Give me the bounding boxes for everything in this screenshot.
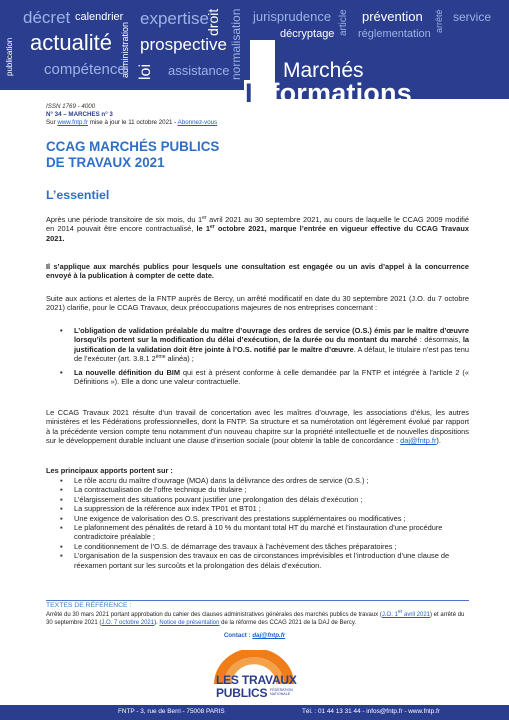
references-text <box>46 609 469 628</box>
list-item <box>58 542 469 551</box>
list-item-text: L’organisation de la suspension des travaux en cas de circonstances imprévisibles et l’introduction d’une clause de réexamen portant sur les surcoûts et la prolongation des délais d’exécution. <box>74 551 450 570</box>
bullet-glyph: • <box>60 326 63 335</box>
informations-rest: nformations <box>253 78 412 108</box>
ref-link-1-sup: er <box>397 609 403 615</box>
list-item <box>58 495 469 504</box>
ref-link-1b: avril 2021 <box>402 612 431 618</box>
list-item-text: L’élargissement des situations pouvant justifier une prolongation des délais d’exécution ; <box>74 494 363 504</box>
banner-word-competence: compétence <box>44 61 126 78</box>
banner-word-article: article <box>338 9 349 36</box>
title-line-1: CCAG MARCHÉS PUBLICS <box>46 139 220 154</box>
title-line-2: DE TRAVAUX 2021 <box>46 155 165 170</box>
site-link[interactable]: www.fntp.fr <box>57 119 88 127</box>
ref-text-3: ). <box>154 619 160 626</box>
banner-word-droit: droit <box>205 8 221 36</box>
banner-word-loi: loi <box>137 63 154 80</box>
square-bullet-icon: ▪ <box>60 541 63 551</box>
para1-text-a: Après une période transitoire de six mois, du 1 <box>46 215 203 224</box>
issue-meta <box>46 103 217 128</box>
bullet1-sup: ème <box>155 354 166 361</box>
list-item-text: Le rôle accru du maître d’ouvrage (MOA) dans la délivrance des ordres de service (O.S.) ; <box>74 476 369 485</box>
section-heading: L’essentiel <box>46 188 110 202</box>
bullet1-text-d: . A défaut, le titulaire n’est pas tenu de l’exécuter (art. 3.8.1 2 <box>74 344 469 364</box>
list-item <box>58 504 469 513</box>
banner-word-prospective: prospective <box>140 35 227 54</box>
banner-word-expertise: expertise <box>140 9 209 28</box>
list-item <box>58 514 469 523</box>
scope-paragraph: Il s’applique aux marchés publics pour lesquels une consultation est engagée ou un avis d’appel à la concurrence envoyé à la publication à compter de cette date. <box>46 262 469 281</box>
list-item-text: Le conditionnement de l’O.S. de démarrage des travaux à l’achèvement des tâches préparatoires ; <box>74 541 397 551</box>
contact-email-link[interactable]: daj@fntp.fr <box>252 632 286 639</box>
subscribe-link[interactable]: Abonnez-vous <box>177 119 218 127</box>
list-item <box>58 368 469 387</box>
para1-text-b: avril 2021 au 30 septembre 2021, au cours de laquelle le CCAG 2009 modifié en 2014 pouvait être encore contractualisé, <box>46 215 469 234</box>
banner-word-assistance: assistance <box>168 63 230 78</box>
square-bullet-icon: ▪ <box>60 494 63 504</box>
list-item <box>58 551 469 570</box>
bullet2-text-b: qui est à présent conforme à celle demandée par la FNTP et intégrée à l’article 2 (« Définitions »). Elle a donc une valeur contractuelle. <box>74 367 469 387</box>
logo-small-1: FÉDÉRATION <box>270 688 293 692</box>
square-bullet-icon: ▪ <box>60 485 63 495</box>
principal-contributions-list <box>58 476 469 570</box>
jo-october-link[interactable]: J.O. 7 octobre 2021 <box>101 619 155 626</box>
para4-text-b: ). <box>436 436 441 446</box>
logo-text-line-2: PUBLICS <box>216 686 268 700</box>
references-divider <box>46 600 469 601</box>
banner-word-panel <box>0 0 250 90</box>
para1-text-c: le 1 <box>196 224 210 234</box>
fntp-actions-paragraph: Suite aux actions et alertes de la FNTP auprès de Bercy, un arrêté modificatif en date du 30 septembre 2021 (J.O. du 7 octobre 2021) clarifie, pour le CCAG Travaux, deux préoccupations majeures de nos entreprises concernant : <box>46 294 469 313</box>
bullet2-bold-a: La nouvelle définition du BIM <box>74 367 181 377</box>
square-bullet-icon: ▪ <box>60 476 63 485</box>
square-bullet-icon: ▪ <box>60 523 63 533</box>
bullet1-bold-a: L’obligation de validation préalable du maître d’ouvrage des ordres de service (O.S.) émis par le maître d’œuvre lorsqu’ils portent sur la modification du délai d’exécution, de la durée ou du montant du marché <box>74 326 469 345</box>
contact-label: Contact : <box>223 632 253 639</box>
issue-number: N° 34 – MARCHES n° 3 <box>46 111 113 119</box>
logo-text-line-1: LES TRAVAUX <box>216 673 297 687</box>
notice-link[interactable]: Notice de présentation <box>159 619 220 626</box>
list-item <box>58 326 469 364</box>
jo-april-link[interactable] <box>381 609 431 618</box>
square-bullet-icon: ▪ <box>60 551 63 561</box>
banner-word-administration: administration <box>120 21 130 78</box>
banner-word-decret: décret <box>23 8 71 27</box>
footer-contact: Tél. : 01 44 13 31 44 - infos@fntp.fr - www.fntp.fr <box>302 708 440 715</box>
banner-word-decryptage: décryptage <box>280 28 335 40</box>
list-item-text: Le plafonnement des pénalités de retard à 10 % du montant total HT du marché et l’instauration d’une procédure contradictoire préalable ; <box>74 523 443 542</box>
online-prefix: Sur <box>46 119 58 127</box>
concertation-paragraph <box>46 408 469 446</box>
square-bullet-icon: ▪ <box>60 513 63 523</box>
list-item <box>58 476 469 485</box>
ref-text-2: ) et arrêté du 30 septembre 2021 ( <box>46 612 465 626</box>
ref-link-1a: J.O. 1 <box>381 612 398 618</box>
daj-email-link[interactable]: daj@fntp.fr <box>400 436 437 446</box>
list-item <box>58 523 469 542</box>
banner-word-normalisation: normalisation <box>229 8 243 80</box>
list-item <box>58 485 469 494</box>
bullet-glyph: • <box>60 367 63 377</box>
intro-paragraph <box>46 215 469 243</box>
banner-marches-title: Marchés <box>283 59 364 82</box>
para1-sup-2: er <box>209 224 215 231</box>
banner-word-arrete: arrêté <box>434 9 444 33</box>
key-changes-list <box>58 326 469 390</box>
contact-line <box>0 632 509 639</box>
bullet1-text-b: : désormais, <box>417 335 463 345</box>
para4-text-a: Le CCAG Travaux 2021 résulte d’un travail de concertation avec les maîtres d’ouvrage, les associations d’élus, les autres ministères et les Fédérations professionnelles, dont la FNTP. Sa structure et sa numérotation ont légèrement évolué par rapport à la précédente version compte tenu notamment d’un nouveau chapitre sur la propriété intellectuelle et de nouvelles dispositions sur le développement durable incluant une clause d’insertion sociale (pour obtenir la table de concordance : <box>46 408 469 446</box>
banner-informations-title <box>244 80 412 107</box>
bullet1-text-e: alinéa) ; <box>165 354 194 364</box>
principal-contributions-heading: Les principaux apports portent sur : <box>46 466 173 475</box>
banner-word-calendrier: calendrier <box>75 11 124 23</box>
banner-word-reglementation: réglementation <box>358 28 431 40</box>
page-title <box>46 139 219 171</box>
banner-word-publication: publication <box>5 37 14 76</box>
issn-line: ISSN 1769 - 4000 <box>46 103 96 110</box>
ref-text-1: Arrêté du 30 mars 2021 portant approbation du cahier des clauses administratives générales des marchés publics de travaux ( <box>46 612 382 618</box>
banner-notch <box>250 40 275 60</box>
banner-word-service: service <box>453 10 492 24</box>
fntp-logo <box>206 650 302 712</box>
footer-address: FNTP - 3, rue de Berri - 75008 PARIS <box>118 708 225 715</box>
para1-sup-1: er <box>202 215 207 221</box>
list-item-text: Une exigence de valorisation des O.S. prescrivant des prestations supplémentaires ou modificatives ; <box>74 513 406 523</box>
list-item-text: La suppression de la référence aux index TP01 et BT01 ; <box>74 504 261 514</box>
logo-subtitle <box>270 688 300 696</box>
footer-bar <box>0 705 509 720</box>
list-item-text: La contractualisation de l’offre technique du titulaire ; <box>74 485 247 495</box>
references-heading: TEXTES DE RÉFÉRENCE : <box>46 602 132 609</box>
banner-word-prevention: prévention <box>362 9 423 24</box>
banner-word-jurisprudence: jurisprudence <box>253 9 332 24</box>
square-bullet-icon: ▪ <box>60 504 63 514</box>
online-date: mise à jour le 11 octobre 2021 - <box>87 119 178 127</box>
informations-initial: I <box>245 78 253 108</box>
banner-word-panel-right <box>250 0 509 40</box>
banner-word-actualite: actualité <box>30 30 112 55</box>
ref-text-4: de la réforme des CCAG 2021 de la DAJ de Bercy. <box>219 619 357 626</box>
logo-small-2: NATIONALE <box>270 692 291 696</box>
bullet1-bold-c: la justification de la validation doit être jointe à l’O.S. notifié par le maître d’œuvre <box>74 335 470 354</box>
para1-text-d: octobre 2021, marque l’entrée en vigueur effective du CCAG Travaux 2021. <box>46 224 469 243</box>
online-line <box>46 119 217 127</box>
